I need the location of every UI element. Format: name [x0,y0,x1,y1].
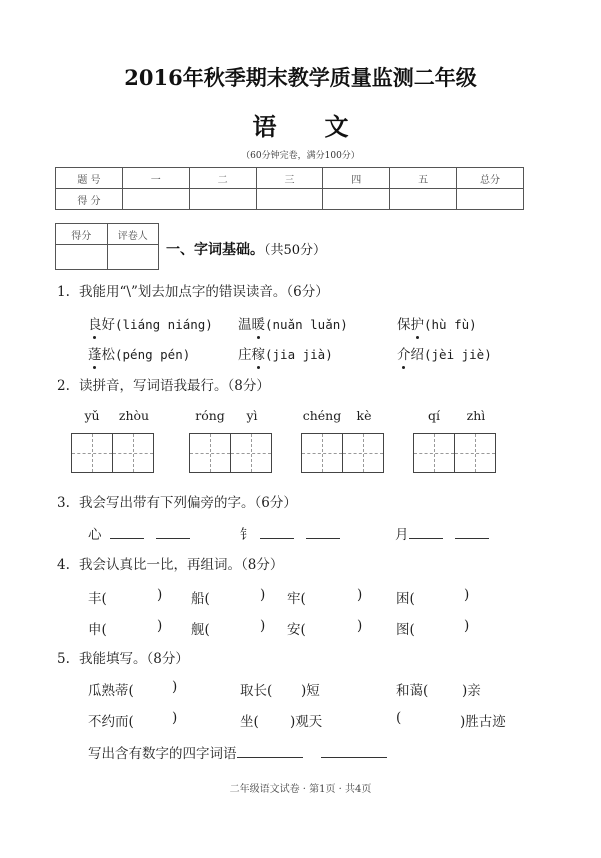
answer-blank[interactable] [156,525,190,539]
guide-line [363,434,364,472]
section-heading [166,239,326,259]
pinyin-options[interactable]: (péng pén) [115,347,191,362]
question-number: 5. [57,651,70,667]
pinyin-options[interactable]: (liáng niáng) [115,317,213,332]
word-answer-field[interactable] [221,589,258,605]
pronunciation-item [397,313,477,333]
grader-reviewer-cell[interactable] [107,245,159,270]
idiom-answer-field[interactable] [150,712,170,728]
writing-cell[interactable] [72,434,112,472]
score-table [55,167,524,210]
question-2 [57,374,270,394]
guide-line [475,434,476,472]
pinyin-label: róng [195,408,225,423]
pinyin-options[interactable]: (jia jià) [265,347,333,362]
writing-cell[interactable] [190,434,230,472]
pronunciation-item [88,313,213,333]
answer-blank[interactable] [260,525,294,539]
score-cell[interactable] [256,189,323,210]
idiom-answer-field[interactable] [150,681,170,697]
question-text: 读拼音，写词语我最行。（8分） [79,378,270,394]
exam-note: （60分钟完卷，满分100分） [241,151,360,161]
writing-cell[interactable] [230,434,271,472]
dotted-character: 良 [88,313,102,333]
exam-title: 2016年秋季期末教学质量监测二年级 [124,65,477,90]
row-label: 得 分 [56,189,123,210]
pinyin-label: yǔ [84,408,100,423]
character: 温 [238,317,252,333]
compare-character: 丰( [88,591,107,607]
column-header: 五 [390,168,457,189]
pinyin-label: qí [428,408,440,423]
idiom-suffix: )亲 [462,683,481,699]
writing-cell[interactable] [454,434,495,472]
question-text: 我能填写。（8分） [79,651,189,667]
writing-cell[interactable] [112,434,153,472]
compare-character: 船( [191,591,210,607]
word-answer-field[interactable] [426,620,462,636]
idiom-answer-field[interactable] [268,712,288,728]
pinyin-label: zhòu [118,408,150,423]
idiom-answer-field[interactable] [440,681,460,697]
score-cell[interactable] [323,189,390,210]
idiom-prefix: 不约而( [88,714,134,730]
radical-item [395,523,489,543]
column-header: 二 [189,168,256,189]
pinyin-options[interactable]: (jèi jiè) [424,347,492,362]
column-header: 三 [256,168,323,189]
question-text: 我能用“\”划去加点字的错误读音。（6分） [79,284,329,300]
answer-blank[interactable] [237,744,303,758]
writing-grid [189,433,272,473]
idiom-prefix: 和蔼( [396,683,429,699]
idiom-suffix: )短 [301,683,320,699]
question-number: 2. [57,378,70,394]
question-3 [57,491,297,511]
question-5 [57,647,189,667]
question-1 [57,280,329,300]
idiom-suffix: ) [172,679,178,695]
pronunciation-item [397,343,492,363]
word-answer-field[interactable] [221,620,258,636]
question-number: 1. [57,284,70,300]
idiom-suffix: ) [172,710,178,726]
character: 松 [101,347,115,363]
idiom-prefix: 坐( [240,714,259,730]
answer-blank[interactable] [409,525,443,539]
dotted-character: 护 [411,313,425,333]
dotted-character: 蓬 [88,343,102,363]
question-text: 我会认真比一比，再组词。（8分） [79,557,284,573]
row-label: 题 号 [56,168,123,189]
section-points: （共50分） [264,243,327,258]
word-answer-field[interactable] [426,589,462,605]
question-number: 4. [57,557,70,573]
close-paren: ) [357,587,363,603]
answer-blank[interactable] [110,525,144,539]
guide-line [133,434,134,472]
compare-character: 牢( [287,591,306,607]
pronunciation-item [238,343,333,363]
prompt-text: 写出含有数字的四字词语 [88,746,237,762]
radical: 钅 [240,527,254,543]
compare-character: 舰( [191,622,210,638]
close-paren: ) [157,587,163,603]
dotted-character: 暖 [252,313,266,333]
radical-item [88,523,190,543]
q5-number-idiom-row [88,742,387,762]
answer-blank[interactable] [321,744,387,758]
idiom-prefix: 取长( [240,683,273,699]
writing-cell[interactable] [342,434,383,472]
grader-box [55,223,159,270]
dotted-character: 稼 [252,343,266,363]
dotted-character: 介 [397,343,411,363]
idiom-suffix: )观天 [290,714,323,730]
close-paren: ) [260,587,266,603]
word-answer-field[interactable] [118,589,155,605]
subject-char: 文 [324,113,349,141]
pronunciation-item [238,313,348,333]
guide-line [322,434,323,472]
pinyin-options[interactable]: (hù fù) [424,317,477,332]
idiom-answer-field[interactable] [279,681,299,697]
question-number: 3. [57,495,70,511]
close-paren: ) [464,618,470,634]
close-paren: ) [357,618,363,634]
question-4 [57,553,283,573]
idiom-answer-field[interactable] [438,712,458,728]
compare-character: 图( [396,622,415,638]
pronunciation-item [88,343,190,363]
writing-grid [301,433,384,473]
word-answer-field[interactable] [317,589,355,605]
character: 保 [397,317,411,333]
answer-blank[interactable] [306,525,340,539]
grader-header-score: 得分 [56,224,108,245]
guide-line [92,434,93,472]
subject-title [0,107,601,142]
word-answer-field[interactable] [317,620,355,636]
score-cell[interactable] [390,189,457,210]
character: 好 [101,317,115,333]
close-paren: ) [260,618,266,634]
radical-item [240,523,340,543]
score-table-header-row [56,168,524,189]
character: 绍 [410,347,424,363]
guide-line [434,434,435,472]
pinyin-label: kè [356,408,372,423]
score-cell[interactable] [457,189,524,210]
score-cell[interactable] [189,189,256,210]
score-cell[interactable] [122,189,189,210]
close-paren: ) [157,618,163,634]
pinyin-label: zhì [466,408,486,423]
compare-character: 申( [88,622,107,638]
writing-grid [71,433,154,473]
writing-grid [413,433,496,473]
guide-line [210,434,211,472]
idiom-prefix: 瓜熟蒂( [88,683,134,699]
writing-cell[interactable] [414,434,454,472]
radical: 月 [395,527,409,543]
guide-line [251,434,252,472]
pinyin-options[interactable]: (nuǎn luǎn) [265,317,348,332]
question-text: 我会写出带有下列偏旁的字。（6分） [79,495,297,511]
grader-score-cell[interactable] [56,245,108,270]
idiom-prefix: ( [396,710,402,726]
radical: 心 [88,527,102,543]
word-answer-field[interactable] [118,620,155,636]
page-footer: 二年级语文试卷 · 第1页 · 共4页 [229,784,372,795]
score-table-score-row [56,189,524,210]
idiom-suffix: )胜古迹 [460,714,506,730]
close-paren: ) [464,587,470,603]
compare-character: 困( [396,591,415,607]
character: 庄 [238,347,252,363]
column-header: 四 [323,168,390,189]
answer-blank[interactable] [455,525,489,539]
column-header: 一 [122,168,189,189]
column-header: 总分 [457,168,524,189]
compare-character: 安( [287,622,306,638]
pinyin-label: chéng [302,408,342,423]
subject-char: 语 [252,113,277,141]
pinyin-label: yì [246,408,258,423]
grader-header-reviewer: 评卷人 [107,224,159,245]
section-heading-text: 一、字词基础。 [166,242,264,258]
writing-cell[interactable] [302,434,342,472]
